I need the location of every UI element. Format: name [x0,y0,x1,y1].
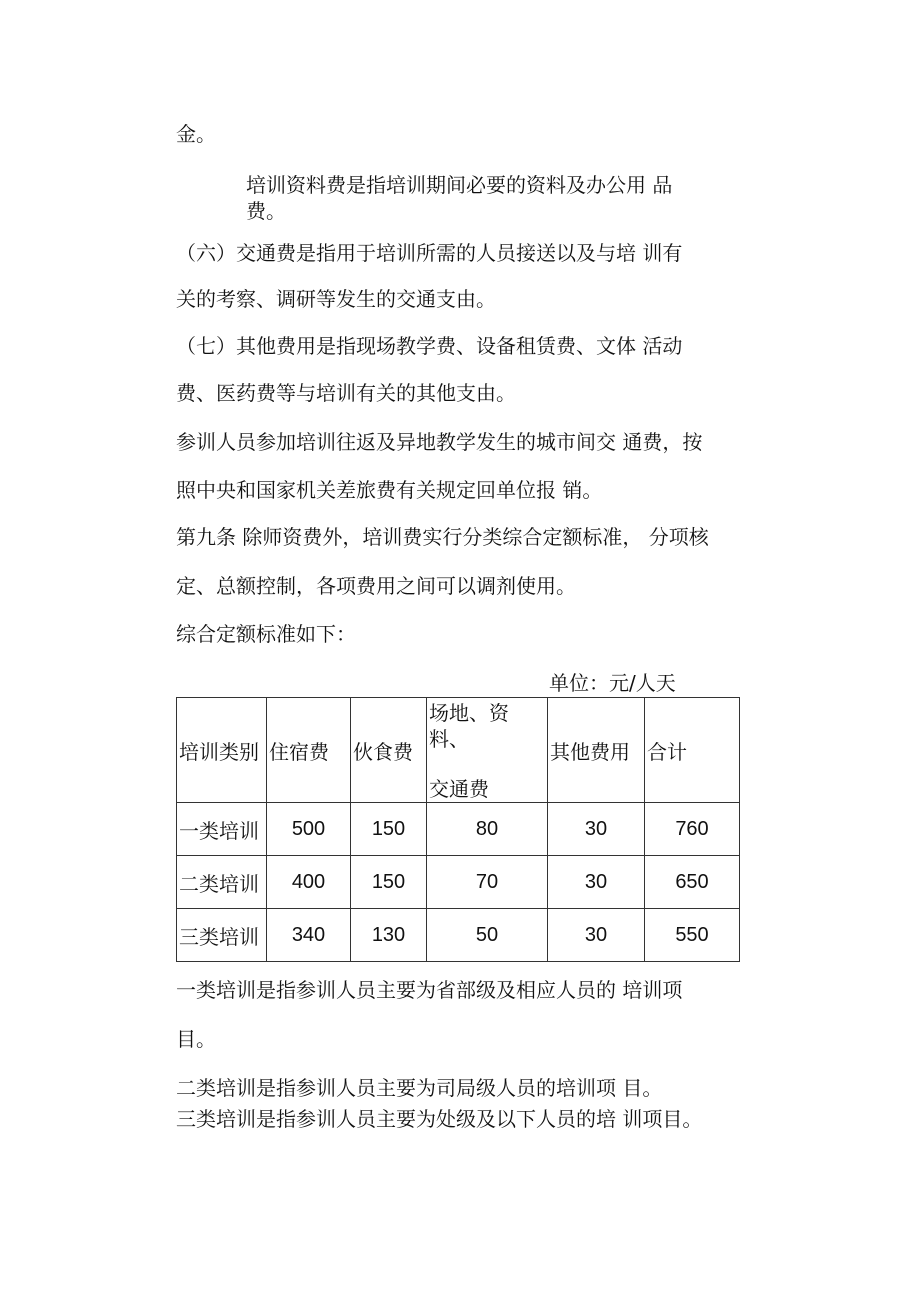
header-venue [427,698,548,803]
row-category: 二类培训 [177,856,267,909]
header-venue-line3: 交通费 [429,777,489,801]
paragraph-line: （六）交通费是指用于培训所需的人员接送以及与培 训有 [176,241,683,265]
header-lodging: 住宿费 [267,698,351,803]
unit-label: 单位：元/人天 [549,671,676,695]
note-line: 一类培训是指参训人员主要为省部级及相应人员的 培训项 [176,978,683,1002]
cell-venue: 80 [427,803,548,856]
paragraph-line: 综合定额标准如下： [176,622,356,646]
paragraph-line: 定、总额控制，各项费用之间可以调剂使用。 [176,574,576,598]
cell-other: 30 [548,856,645,909]
header-meals: 伙食费 [351,698,427,803]
cell-total: 650 [645,856,740,909]
paragraph-line: 照中央和国家机关差旅费有关规定回单位报 销。 [176,478,603,502]
paragraph-line: 费。 [246,199,286,223]
header-venue-line1: 场地、资 [429,701,509,725]
paragraph-line: 关的考察、调研等发生的交通支由。 [176,287,496,311]
paragraph-line: 费、医药费等与培训有关的其他支由。 [176,381,516,405]
header-venue-line2: 料、 [429,727,469,751]
row-category: 三类培训 [177,909,267,962]
table-header-row [177,698,740,803]
cell-venue: 50 [427,909,548,962]
cell-meals: 130 [351,909,427,962]
cell-meals: 150 [351,856,427,909]
paragraph-line: 金。 [176,122,216,146]
table-row [177,856,740,909]
cell-total: 550 [645,909,740,962]
cell-other: 30 [548,803,645,856]
cell-lodging: 500 [267,803,351,856]
table-row [177,803,740,856]
header-total: 合计 [645,698,740,803]
paragraph-line: （七）其他费用是指现场教学费、设备租赁费、文体 活动 [176,334,683,358]
header-other: 其他费用 [548,698,645,803]
note-line: 目。 [176,1027,216,1051]
cell-lodging: 340 [267,909,351,962]
paragraph-line: 参训人员参加培训往返及异地教学发生的城市间交 通费，按 [176,430,703,454]
cell-total: 760 [645,803,740,856]
note-line: 三类培训是指参训人员主要为处级及以下人员的培 训项目。 [176,1107,703,1131]
cell-lodging: 400 [267,856,351,909]
row-category: 一类培训 [177,803,267,856]
header-category: 培训类别 [177,698,267,803]
paragraph-line: 第九条 除师资费外，培训费实行分类综合定额标准， 分项核 [176,525,709,549]
cell-meals: 150 [351,803,427,856]
cell-venue: 70 [427,856,548,909]
table-row [177,909,740,962]
cell-other: 30 [548,909,645,962]
fee-standard-table [176,697,740,962]
paragraph-line: 培训资料费是指培训期间必要的资料及办公用 品 [246,173,673,197]
note-line: 二类培训是指参训人员主要为司局级人员的培训项 目。 [176,1076,663,1100]
